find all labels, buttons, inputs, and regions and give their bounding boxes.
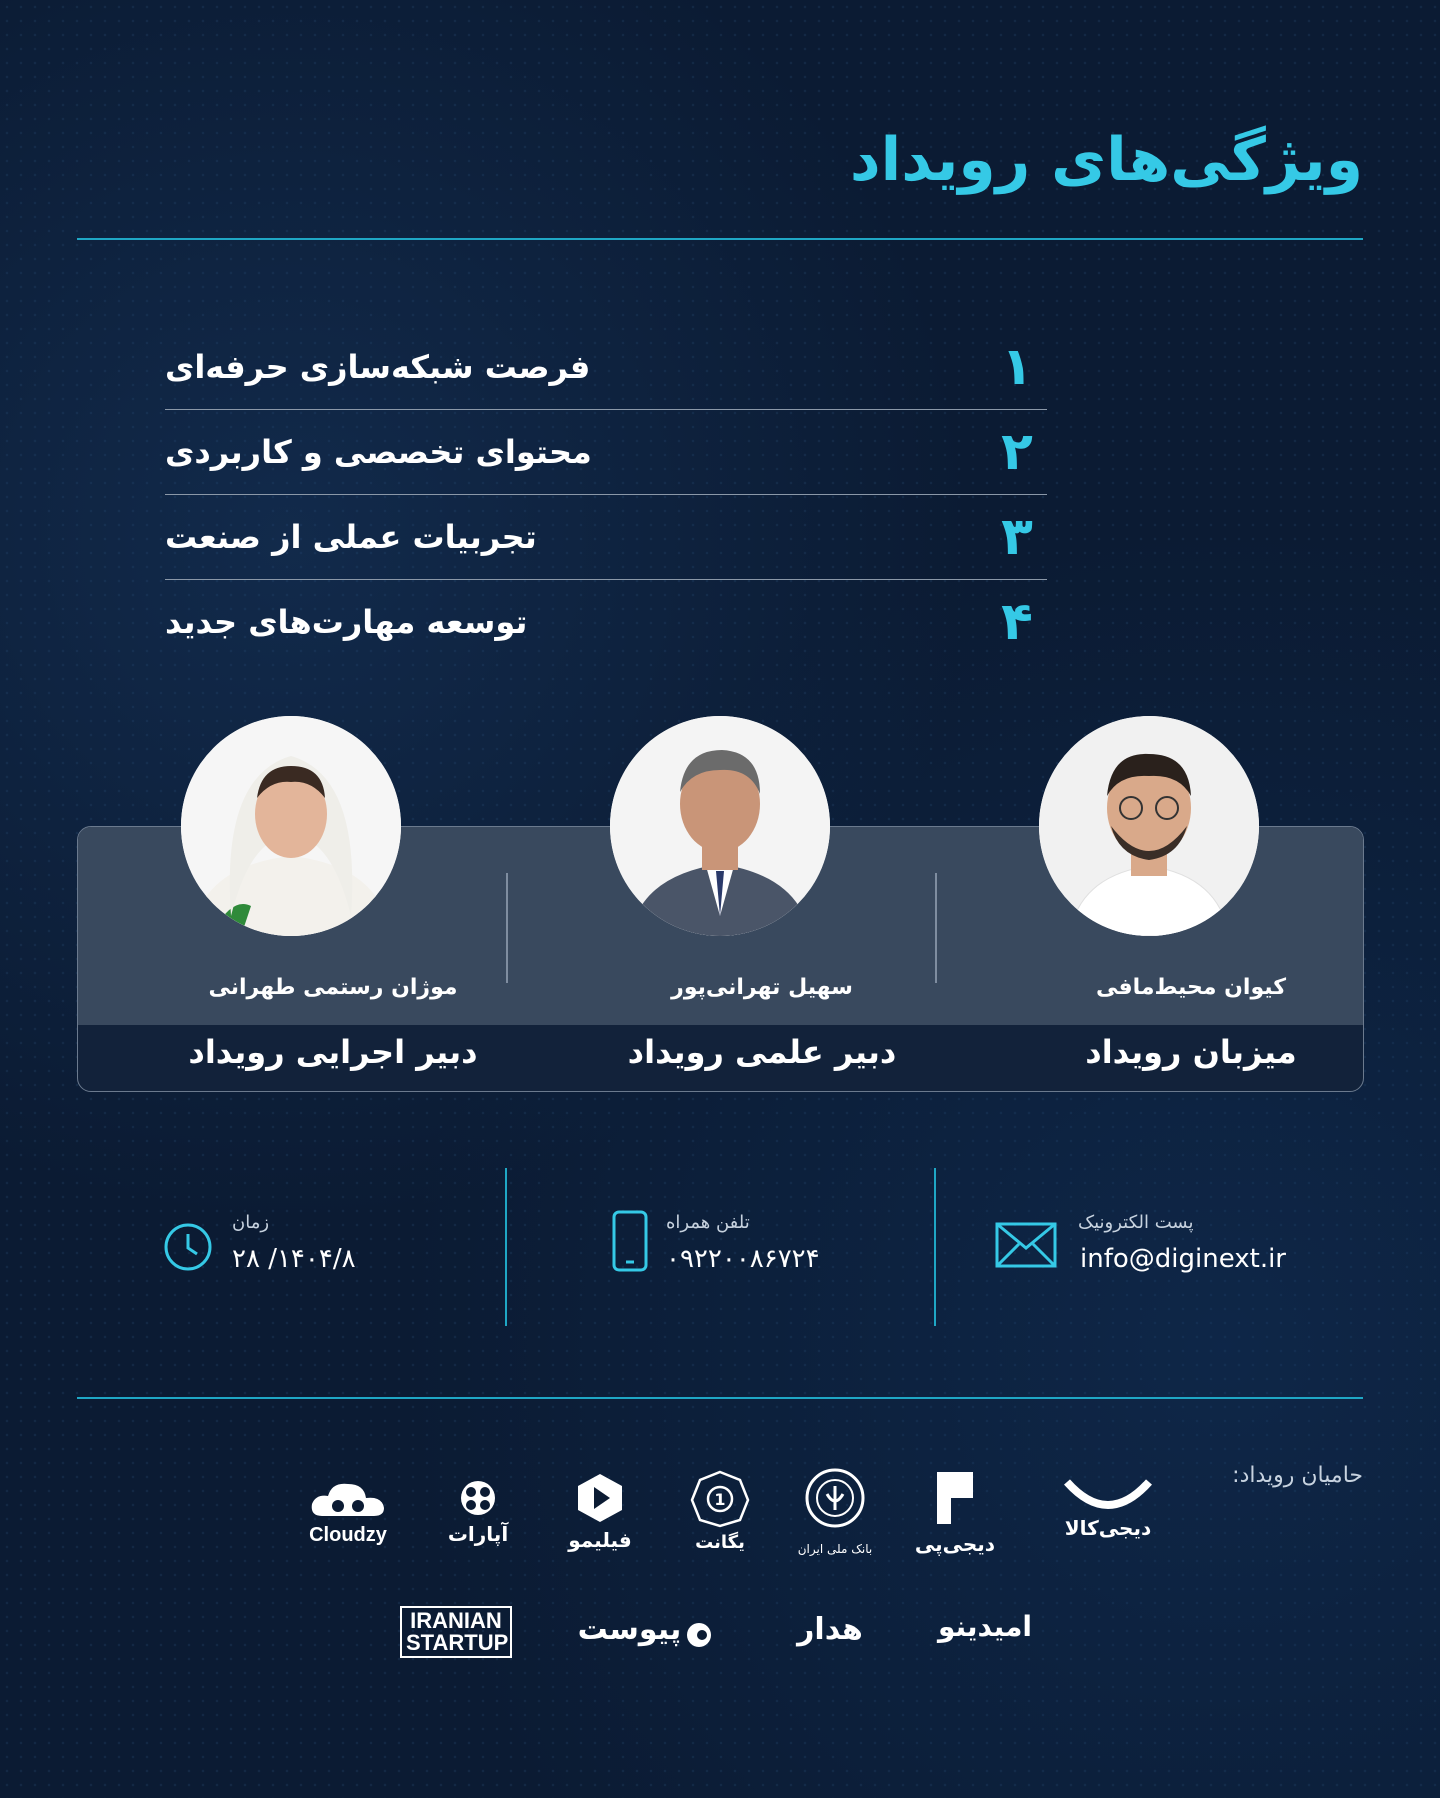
sponsor-logo-filimo: فیلیمو <box>550 1472 650 1552</box>
feature-item <box>165 410 1047 495</box>
play-icon <box>574 1472 626 1524</box>
speaker-name: کیوان محیط‌مافی <box>1095 975 1287 1000</box>
features-list <box>165 325 1047 664</box>
avatar <box>181 716 401 936</box>
circle-logo-icon <box>686 1622 712 1648</box>
sponsor-logo-cloudzy: Cloudzy <box>298 1480 398 1547</box>
person-photo-icon <box>181 716 401 936</box>
mobile-phone-icon <box>612 1210 648 1272</box>
speaker-name: سهیل تهرانی‌پور <box>671 975 853 1000</box>
feature-item <box>165 495 1047 580</box>
feature-number: ۴ <box>1001 592 1033 652</box>
email-value[interactable]: info@diginext.ir <box>1080 1244 1286 1274</box>
feature-number: ۳ <box>1001 507 1033 567</box>
feature-text: فرصت شبکه‌سازی حرفه‌ای <box>165 348 591 386</box>
sponsor-logo-yeganet: 1 یگانت <box>670 1470 770 1553</box>
sponsor-logo-omidino: امیدینو <box>937 1610 1033 1643</box>
avatar <box>610 716 830 936</box>
feature-number: ۲ <box>1001 422 1033 482</box>
feature-item <box>165 325 1047 410</box>
svg-text:1: 1 <box>714 1490 726 1509</box>
speaker-divider <box>506 873 508 983</box>
page-title: ویژگی‌های رویداد <box>849 125 1363 195</box>
contact-divider <box>505 1168 507 1326</box>
clock-icon <box>163 1222 213 1272</box>
person-photo-icon <box>610 716 830 936</box>
time-label: زمان <box>232 1212 270 1233</box>
phone-value[interactable]: ۰۹۲۲۰۰۸۶۷۲۴ <box>666 1244 820 1274</box>
sponsor-logo-iranian-startup: IRANIAN STARTUP <box>400 1606 518 1658</box>
email-label: پست الکترونیک <box>1078 1212 1194 1233</box>
sponsors-label: حامیان رویداد: <box>1232 1463 1363 1488</box>
time-value: ۱۴۰۴/۸/ ۲۸ <box>232 1244 356 1274</box>
p-letter-icon <box>933 1468 977 1528</box>
sponsor-logo-hadar: هدار <box>797 1612 863 1647</box>
sponsor-logo-digipay: دیجی‌پی <box>900 1468 1010 1556</box>
sponsors-divider <box>77 1397 1363 1399</box>
avatar <box>1039 716 1259 936</box>
phone-label: تلفن همراه <box>666 1212 750 1233</box>
cloud-icon <box>308 1480 388 1520</box>
sponsor-logo-digikala: دیجی‌کالا <box>1038 1478 1178 1540</box>
feature-item <box>165 580 1047 664</box>
speaker-name: موژان رستمی طهرانی <box>208 975 458 1000</box>
feature-text: توسعه مهارت‌های جدید <box>165 603 528 641</box>
sponsor-logo-peyvast: پیوست <box>560 1612 730 1648</box>
star-polygon-icon <box>690 1470 750 1528</box>
feature-text: تجربیات عملی از صنعت <box>165 518 537 556</box>
person-photo-icon <box>1039 716 1259 936</box>
bank-emblem-icon <box>803 1462 867 1538</box>
film-reel-icon <box>458 1478 498 1518</box>
contact-divider <box>934 1168 936 1326</box>
title-divider <box>77 238 1363 240</box>
smile-icon <box>1063 1478 1153 1512</box>
speaker-role: دبیر اجرایی رویداد <box>188 1033 478 1071</box>
speaker-role: میزبان رویداد <box>1085 1033 1297 1071</box>
envelope-icon <box>995 1222 1057 1268</box>
sponsor-logo-aparat: آپارات <box>428 1478 528 1546</box>
speaker-role: دبیر علمی رویداد <box>627 1033 897 1071</box>
sponsor-logo-bank-melli: بانک ملی ایران <box>770 1462 900 1556</box>
feature-number: ۱ <box>1001 337 1033 397</box>
feature-text: محتوای تخصصی و کاربردی <box>165 433 592 471</box>
speaker-divider <box>935 873 937 983</box>
